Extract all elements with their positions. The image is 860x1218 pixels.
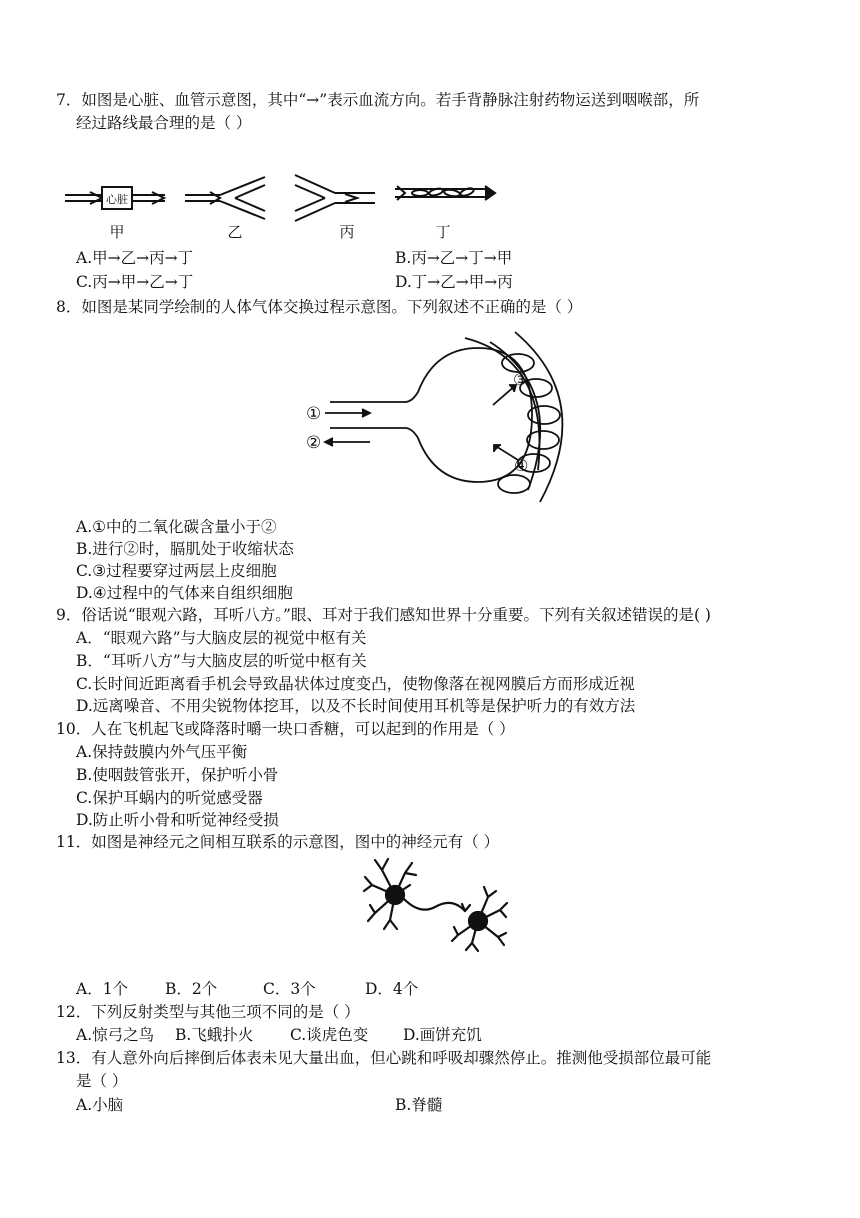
q7-option-c: C.丙→甲→乙→丁 <box>76 273 194 291</box>
q8-stem: 8．如图是某同学绘制的人体气体交换过程示意图。下列叙述不正确的是（ ） <box>56 298 583 316</box>
q7-stem-line2: 经过路线最合理的是（ ） <box>76 114 252 132</box>
q7-vessel-figure <box>60 165 510 245</box>
q7-stem-line1: 7．如图是心脏、血管示意图，其中“→”表示血流方向。若手背静脉注射药物运送到咽喉部，所 <box>56 91 700 109</box>
q7-fig-bing <box>295 175 375 221</box>
q8-option-c: C.③过程要穿过两层上皮细胞 <box>76 562 277 580</box>
q7-label-yi: 乙 <box>227 223 243 241</box>
q8-option-a: A.①中的二氧化碳含量小于② <box>76 518 277 536</box>
q10-stem: 10．人在飞机起飞或降落时嚼一块口香糖，可以起到的作用是（ ） <box>56 720 515 738</box>
q13-option-a: A.小脑 <box>76 1096 124 1114</box>
q7-heart-label: 心脏 <box>106 193 128 206</box>
q10-option-b: B.使咽鼓管张开，保护听小骨 <box>76 766 279 784</box>
q9-option-d: D.远离噪音、不用尖锐物体挖耳，以及不长时间使用耳机等是保护听力的有效方法 <box>76 697 636 715</box>
q12-option-d: D.画饼充饥 <box>403 1026 482 1044</box>
q12-stem: 12．下列反射类型与其他三项不同的是（ ） <box>56 1003 360 1021</box>
q7-label-bing: 丙 <box>339 223 355 241</box>
q8-label-1: ① <box>306 404 322 424</box>
q10-option-c: C.保护耳蜗内的听觉感受器 <box>76 789 263 807</box>
q7-option-b: B.丙→乙→丁→甲 <box>395 249 513 267</box>
q8-label-2: ② <box>306 433 322 453</box>
q8-option-d: D.④过程中的气体来自组织细胞 <box>76 584 293 602</box>
q11-neuron-figure <box>360 855 510 955</box>
q13-stem-line2: 是（ ） <box>76 1072 128 1090</box>
q8-option-b: B.进行②时，膈肌处于收缩状态 <box>76 540 294 558</box>
q10-option-d: D.防止听小骨和听觉神经受损 <box>76 811 279 829</box>
q12-option-a: A.惊弓之鸟 <box>76 1026 155 1044</box>
q11-option-c: C．3个 <box>263 980 316 998</box>
q11-option-b: B．2个 <box>165 980 218 998</box>
q10-option-a: A.保持鼓膜内外气压平衡 <box>76 743 248 761</box>
q7-label-ding: 丁 <box>435 223 451 241</box>
q9-option-b: B．“耳听八方”与大脑皮层的听觉中枢有关 <box>76 652 367 670</box>
q11-stem: 11．如图是神经元之间相互联系的示意图，图中的神经元有（ ） <box>56 833 500 851</box>
q7-fig-yi <box>185 177 265 219</box>
q12-option-b: B.飞蛾扑火 <box>175 1026 254 1044</box>
q9-option-c: C.长时间近距离看手机会导致晶状体过度变凸，使物像落在视网膜后方而形成近视 <box>76 675 635 693</box>
q9-option-a: A．“眼观六路”与大脑皮层的视觉中枢有关 <box>76 629 367 647</box>
q9-stem: 9．俗话说“眼观六路，耳听八方。”眼、耳对于我们感知世界十分重要。下列有关叙述错误的是( ) <box>56 606 711 624</box>
q7-fig-ding <box>395 186 495 200</box>
q11-option-d: D．4个 <box>365 980 419 998</box>
q13-stem-line1: 13．有人意外向后摔倒后体表未见大量出血，但心跳和呼吸却骤然停止。推测他受损部位最可能 <box>56 1049 712 1067</box>
q8-gas-exchange-figure <box>300 330 570 505</box>
q7-option-a: A.甲→乙→丙→丁 <box>76 249 194 267</box>
q8-label-4: ④ <box>514 456 529 475</box>
q7-label-jia: 甲 <box>109 223 125 241</box>
q13-option-b: B.脊髓 <box>395 1096 443 1114</box>
q8-label-3: ③ <box>513 370 528 389</box>
q12-option-c: C.谈虎色变 <box>290 1026 369 1044</box>
q11-option-a: A．1个 <box>76 980 129 998</box>
q7-option-d: D.丁→乙→甲→丙 <box>395 273 513 291</box>
